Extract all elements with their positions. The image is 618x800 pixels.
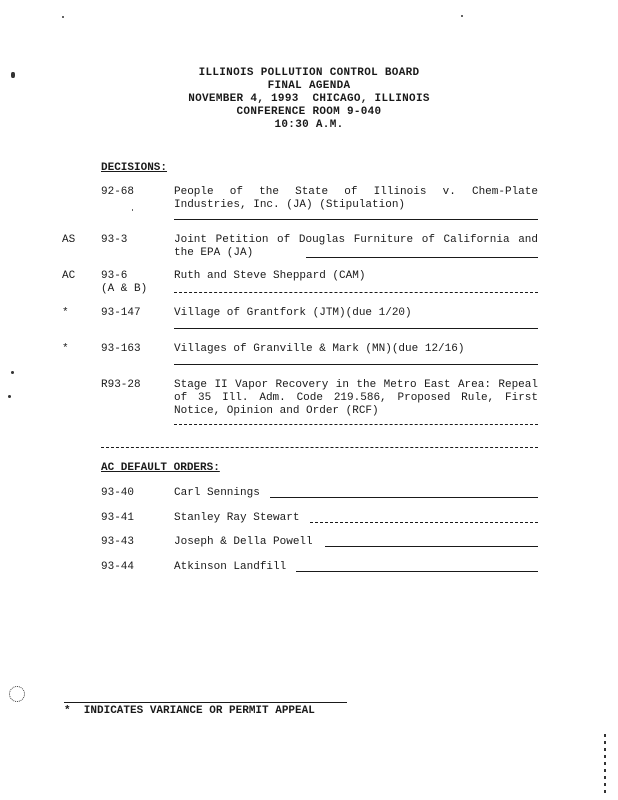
decisions-heading: DECISIONS: xyxy=(101,162,168,174)
item-mark: * xyxy=(62,343,69,355)
blank-line xyxy=(174,328,538,329)
case-title: Villages of Granville & Mark (MN)(due 12/16) xyxy=(174,343,465,355)
scan-speck xyxy=(11,72,15,78)
docket-number: 93-44 xyxy=(101,561,135,573)
default-orders-heading: AC DEFAULT ORDERS: xyxy=(101,462,220,474)
case-title: Joint Petition of Douglas Furniture of California and the EPA (JA) xyxy=(174,234,538,259)
meeting-date-location: NOVEMBER 4, 1993 CHICAGO, ILLINOIS xyxy=(188,93,430,105)
scan-speck xyxy=(132,209,133,211)
meeting-time: 10:30 A.M. xyxy=(274,119,344,131)
conference-room: CONFERENCE ROOM 9-040 xyxy=(236,106,382,118)
case-title: Carl Sennings xyxy=(174,487,260,499)
blank-line xyxy=(174,292,538,293)
blank-line xyxy=(101,447,538,448)
item-mark: AC xyxy=(62,270,76,282)
blank-line xyxy=(174,219,538,220)
case-title: Stanley Ray Stewart xyxy=(174,512,300,524)
blank-line xyxy=(310,522,538,523)
scan-speck xyxy=(9,686,25,702)
case-title: Ruth and Steve Sheppard (CAM) xyxy=(174,270,366,282)
scan-speck xyxy=(8,395,11,398)
scan-speck xyxy=(461,15,463,17)
docket-number: 92-68 xyxy=(101,186,135,198)
blank-line xyxy=(306,257,538,258)
docket-number: 93-3 xyxy=(101,234,128,246)
docket-number: 93-147 xyxy=(101,307,141,319)
case-title: Village of Grantfork (JTM)(due 1/20) xyxy=(174,307,412,319)
scan-speck xyxy=(11,371,14,374)
scan-speck xyxy=(62,16,64,18)
footer-rule xyxy=(64,702,347,703)
item-mark: * xyxy=(62,307,69,319)
board-name: ILLINOIS POLLUTION CONTROL BOARD xyxy=(198,67,420,79)
blank-line xyxy=(270,497,538,498)
blank-line xyxy=(174,364,538,365)
case-title: People of the State of Illinois v. Chem-Plate Industries, Inc. (JA) (Stipulation) xyxy=(174,186,538,211)
docket-number: R93-28 xyxy=(101,379,141,391)
blank-line xyxy=(174,424,538,425)
docket-number: 93-40 xyxy=(101,487,135,499)
docket-number: 93-6 (A & B) xyxy=(101,270,148,295)
case-title: Stage II Vapor Recovery in the Metro East Area: Repeal of 35 Ill. Adm. Code 219.586, Proposed Rule, First Notice, Opinion and Order (RCF) xyxy=(174,379,538,417)
scan-speck xyxy=(604,734,606,794)
item-mark: AS xyxy=(62,234,76,246)
footer-note: * INDICATES VARIANCE OR PERMIT APPEAL xyxy=(64,705,315,717)
case-title: Atkinson Landfill xyxy=(174,561,287,573)
blank-line xyxy=(296,571,538,572)
agenda-header xyxy=(0,67,618,132)
docket-number: 93-43 xyxy=(101,536,135,548)
blank-line xyxy=(325,546,538,547)
docket-number: 93-41 xyxy=(101,512,135,524)
agenda-type: FINAL AGENDA xyxy=(267,80,351,92)
docket-number: 93-163 xyxy=(101,343,141,355)
case-title: Joseph & Della Powell xyxy=(174,536,313,548)
